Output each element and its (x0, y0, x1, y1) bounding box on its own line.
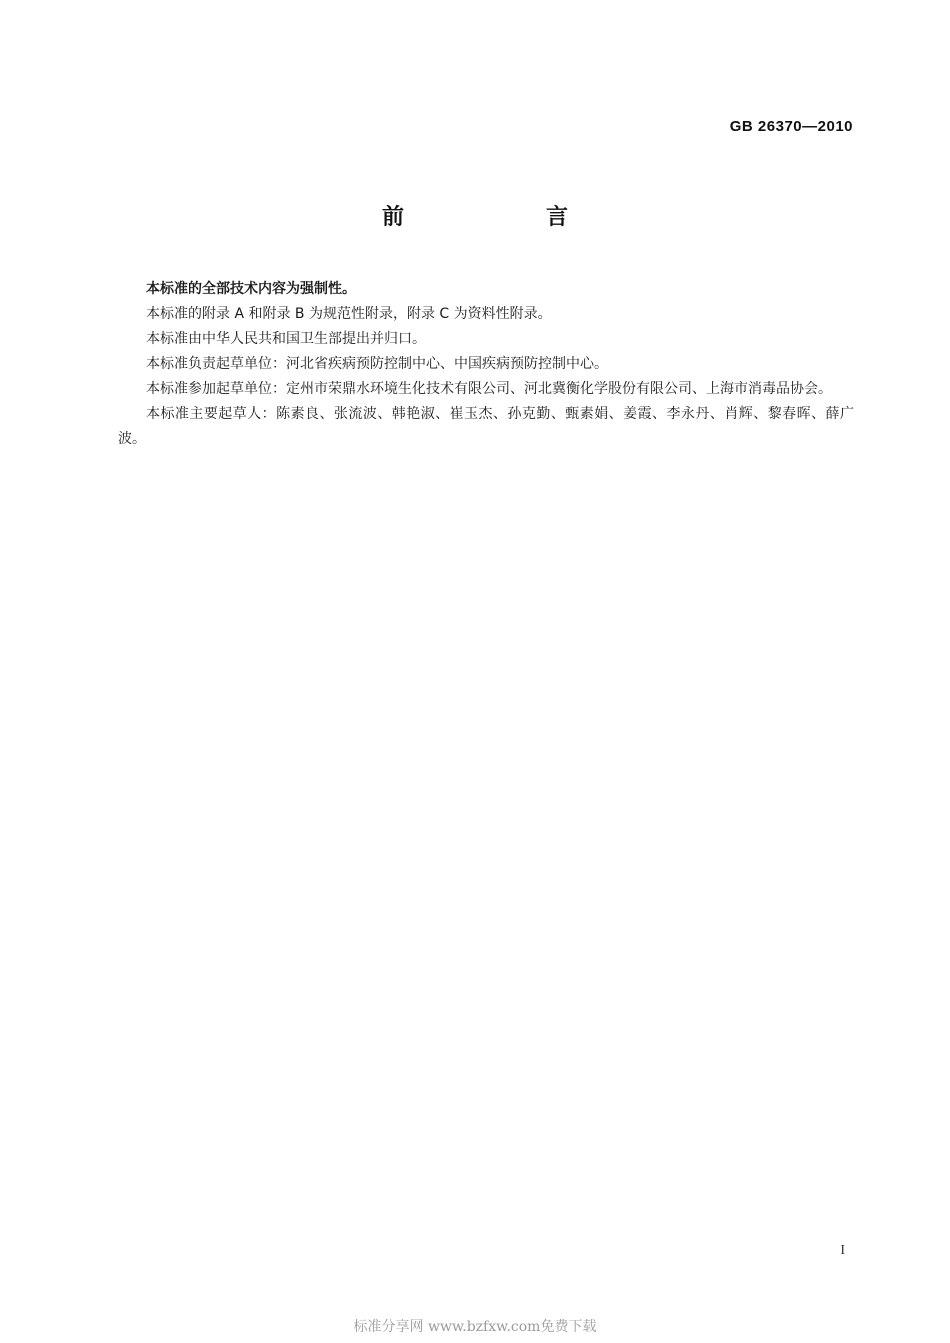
document-body (118, 277, 854, 452)
standard-code: GB 26370—2010 (729, 118, 853, 135)
paragraph-annexes: 本标准的附录 A 和附录 B 为规范性附录，附录 C 为资料性附录。 (146, 306, 552, 322)
watermark-text: 标准分享网 www.bzfxw.com免费下载 (353, 1319, 597, 1335)
paragraph-mandatory: 本标准的全部技术内容为强制性。 (146, 281, 356, 297)
page-number: I (840, 1243, 845, 1258)
page-title: 前 言 (381, 205, 628, 230)
paragraph-main-drafters: 本标准主要起草人：陈素良、张流波、韩艳淑、崔玉杰、孙克勤、甄素娟、姜霞、李永丹、肖辉、黎春晖、薛广波。 (118, 406, 854, 447)
paragraph-participating-drafters: 本标准参加起草单位：定州市荣鼎水环境生化技术有限公司、河北冀衡化学股份有限公司、上海市消毒品协会。 (146, 381, 832, 397)
paragraph-lead-drafters: 本标准负责起草单位：河北省疾病预防控制中心、中国疾病预防控制中心。 (146, 356, 608, 372)
paragraph-proposer: 本标准由中华人民共和国卫生部提出并归口。 (146, 331, 426, 347)
